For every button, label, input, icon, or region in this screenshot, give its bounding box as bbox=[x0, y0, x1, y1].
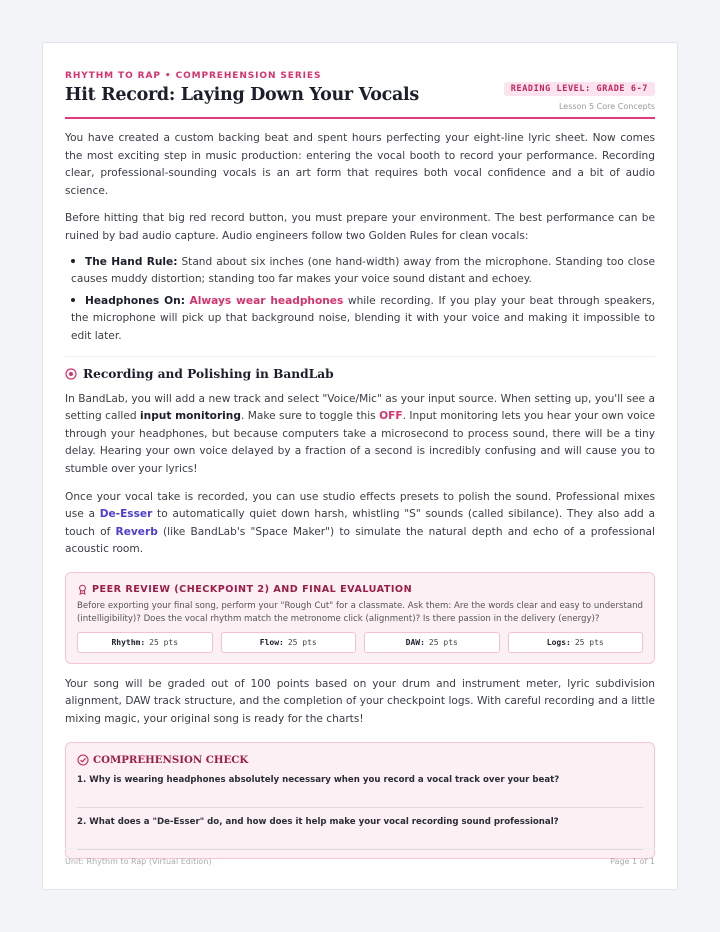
lesson-label: Lesson 5 Core Concepts bbox=[558, 102, 655, 111]
page-footer bbox=[65, 848, 655, 866]
reverb-term: Reverb bbox=[115, 525, 158, 538]
golden-rules-list bbox=[65, 254, 655, 346]
points-value: 25 pts bbox=[149, 637, 179, 647]
points-label: Rhythm: bbox=[111, 637, 146, 647]
peer-review-title: PEER REVIEW (CHECKPOINT 2) AND FINAL EVALUATION bbox=[92, 583, 413, 595]
bandlab-text-3: . Input monitoring lets you hear your own voice through your headphones, but because computers take a microsecond to process sound, there will be a tiny delay. Hearing your own voice delayed by a fraction of a second is incredibly confusing and will cause you to stumble over your lyrics! bbox=[65, 410, 655, 475]
points-flow bbox=[221, 632, 357, 653]
input-monitoring-term: input monitoring bbox=[140, 410, 241, 423]
reading-level-badge: READING LEVEL: GRADE 6-7 bbox=[504, 82, 655, 96]
points-rhythm bbox=[77, 632, 213, 653]
bullet-icon bbox=[71, 298, 75, 302]
de-esser-term: De-Esser bbox=[99, 508, 153, 521]
comprehension-check-title: COMPREHENSION CHECK bbox=[93, 753, 249, 766]
rule-highlight: Always wear headphones bbox=[189, 294, 344, 307]
intro-paragraph: You have created a custom backing beat and spent hours perfecting your eight-line lyric sheet. Now comes the most exciting step in music production: entering the vocal booth to record your performance. Recording clear, professional-sounding vocals is an art form that requires both vocal confidence and a bit of audio science. bbox=[65, 132, 655, 197]
comprehension-check-heading bbox=[77, 754, 643, 766]
peer-review-text: Before exporting your final song, perform your "Rough Cut" for a classmate. Ask them: Are the words clear and easy to understand (intelligibility)? Does the vocal rhythm match the metronome click (alignment)? Is there passion in the delivery (energy)? bbox=[77, 600, 643, 624]
bullet-icon bbox=[71, 259, 75, 263]
points-label: DAW: bbox=[405, 637, 425, 647]
check-circle-icon bbox=[77, 754, 89, 766]
points-value: 25 pts bbox=[287, 637, 317, 647]
effects-text-2: to automatically quiet down harsh, whistling "S" sounds (called sibilance). They also add a touch of bbox=[65, 508, 655, 538]
rule-text: while recording. If you play your beat through speakers, the microphone will pick up that background noise, blending it with your voice and making it impossible to edit later. bbox=[71, 294, 655, 342]
page-header bbox=[65, 71, 655, 119]
section-heading bbox=[65, 356, 655, 381]
points-label: Logs: bbox=[546, 637, 571, 647]
bandlab-paragraph bbox=[65, 391, 655, 479]
rule-label: Headphones On: bbox=[85, 294, 185, 307]
grading-paragraph: Your song will be graded out of 100 points based on your drum and instrument meter, lyric subdivision alignment, DAW track structure, and the completion of your checkpoint logs. With careful recording and a little mixing magic, your original song is ready for the charts! bbox=[65, 677, 655, 726]
points-logs bbox=[508, 632, 644, 653]
points-daw bbox=[364, 632, 500, 653]
question-1: 1. Why is wearing headphones absolutely necessary when you record a vocal track over your beat? bbox=[77, 774, 560, 785]
off-term: OFF bbox=[379, 410, 403, 423]
answer-line-2[interactable] bbox=[77, 827, 643, 850]
effects-text-3: (like BandLab's "Space Maker") to simulate the natural depth and echo of a professional acoustic room. bbox=[65, 525, 655, 556]
answer-line-1[interactable] bbox=[77, 785, 643, 808]
peer-review-box bbox=[65, 572, 655, 664]
page-number: Page 1 of 1 bbox=[610, 857, 655, 866]
bandlab-text-1: In BandLab, you will add a new track and select "Voice/Mic" as your input source. When setting up, you'll see a setting called bbox=[65, 392, 655, 423]
award-icon bbox=[77, 584, 88, 595]
rule-label: The Hand Rule: bbox=[85, 255, 178, 268]
list-item bbox=[65, 293, 655, 346]
effects-paragraph bbox=[65, 489, 655, 559]
worksheet-page bbox=[42, 42, 678, 890]
rule-text: Stand about six inches (one hand-width) away from the microphone. Standing too close causes muddy distortion; standing too far makes your voice sound distant and echoey. bbox=[71, 255, 655, 286]
points-row bbox=[77, 632, 643, 653]
environment-paragraph: Before hitting that big red record button, you must prepare your environment. The best performance can be ruined by bad audio capture. Audio engineers follow two Golden Rules for clean vocals: bbox=[65, 212, 655, 242]
question-2: 2. What does a "De-Esser" do, and how does it help make your vocal recording sound professional? bbox=[77, 816, 559, 827]
series-label: RHYTHM TO RAP • COMPREHENSION SERIES bbox=[65, 71, 322, 81]
section-title: Recording and Polishing in BandLab bbox=[83, 366, 334, 381]
bandlab-text-2: . Make sure to toggle this bbox=[240, 410, 376, 423]
page-title: Hit Record: Laying Down Your Vocals bbox=[65, 85, 419, 105]
unit-label: Unit: Rhythm to Rap (Virtual Edition) bbox=[65, 857, 212, 866]
effects-text-1: Once your vocal take is recorded, you can use studio effects presets to polish the sound. Professional mixes use a bbox=[65, 490, 655, 521]
list-item bbox=[65, 254, 655, 289]
record-icon bbox=[65, 368, 77, 380]
peer-review-heading bbox=[77, 584, 643, 595]
points-value: 25 pts bbox=[574, 637, 604, 647]
comprehension-check-box bbox=[65, 742, 655, 859]
points-label: Flow: bbox=[259, 637, 284, 647]
points-value: 25 pts bbox=[428, 637, 458, 647]
